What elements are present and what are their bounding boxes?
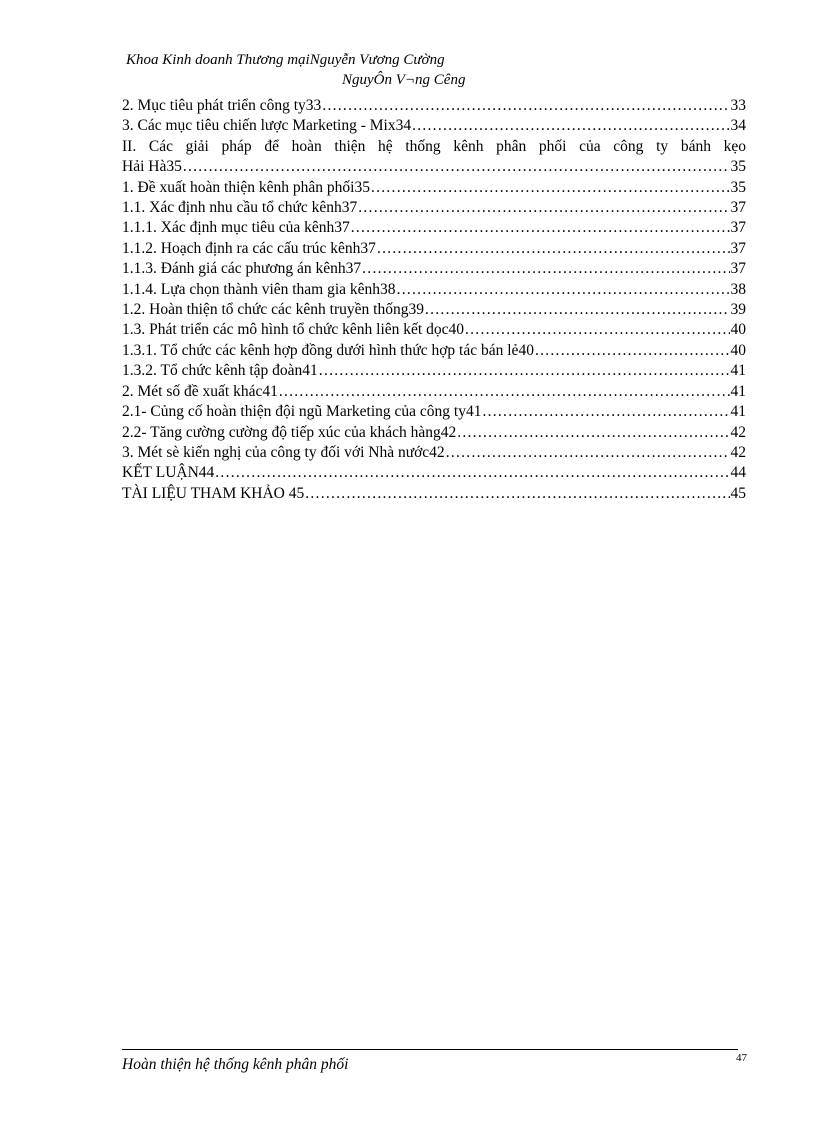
toc-entry[interactable] [122, 443, 746, 463]
toc-entry-title: 1.3.2. Tổ chức kênh tập đoàn41 [122, 362, 318, 380]
toc-dot-leader [279, 382, 730, 402]
page-number: 47 [736, 1052, 747, 1064]
toc-entry-title: 2. Mục tiêu phát triển công ty33 [122, 97, 322, 114]
toc-entry-page: 38 [730, 280, 746, 298]
toc-entry-title-line1: II. Các giải pháp để hoàn thiện hệ thống kênh phân phối của công ty bánh kẹo [122, 137, 746, 155]
toc-entry[interactable] [122, 300, 746, 320]
toc-entry-page: 42 [730, 423, 746, 441]
header-line-2: NguyÔn V¬ng Cêng [342, 72, 466, 88]
toc-dot-leader [425, 300, 730, 320]
toc-dot-leader [465, 320, 730, 340]
toc-entry-page: 41 [730, 403, 746, 421]
toc-entry-title: 3. Các mục tiêu chiến lược Marketing - Mix34 [122, 117, 412, 135]
toc-entry-title: 1.2. Hoàn thiện tổ chức các kênh truyền thống39 [122, 301, 424, 319]
toc-dot-leader [535, 341, 730, 361]
toc-entry-title: 1.3.1. Tổ chức các kênh hợp đồng dưới hình thức hợp tác bán lẻ40 [122, 341, 534, 359]
toc-entry[interactable] [122, 463, 746, 483]
toc-entry-title: 2. Mét số đề xuất khác41 [122, 382, 278, 400]
table-of-contents [122, 96, 746, 504]
toc-entry[interactable] [122, 178, 746, 198]
toc-entry[interactable] [122, 382, 746, 402]
toc-entry-page: 40 [730, 321, 746, 339]
toc-dot-leader [319, 361, 730, 381]
toc-dot-leader [482, 402, 729, 422]
toc-dot-leader [446, 443, 730, 463]
toc-entry-page: 39 [730, 301, 746, 319]
toc-entry[interactable] [122, 423, 746, 443]
toc-entry-page: 41 [730, 362, 746, 380]
page-header [126, 50, 546, 90]
toc-entry-title: Hải Hà35 [122, 158, 182, 176]
toc-entry-page: 33 [730, 97, 746, 114]
toc-entry-title: 1.3. Phát triển các mô hình tổ chức kênh liên kết dọc40 [122, 321, 464, 339]
toc-entry-title: 1.1.2. Hoạch định ra các cấu trúc kênh37 [122, 239, 376, 257]
toc-entry[interactable] [122, 116, 746, 136]
toc-entry-page: 37 [730, 260, 746, 278]
toc-entry-page: 37 [730, 239, 746, 257]
toc-entry-page: 41 [730, 382, 746, 400]
toc-dot-leader [457, 423, 729, 443]
toc-dot-leader [362, 259, 729, 279]
toc-entry[interactable] [122, 137, 746, 178]
toc-entry-page: 35 [730, 178, 746, 196]
toc-entry[interactable] [122, 341, 746, 361]
toc-entry[interactable] [122, 218, 746, 238]
toc-entry[interactable] [122, 259, 746, 279]
header-line-1: Khoa Kinh doanh Thương mạiNguyễn Vương Cường [126, 52, 445, 68]
toc-entry-title: 1.1.4. Lựa chọn thành viên tham gia kênh38 [122, 280, 396, 298]
toc-dot-leader [215, 463, 729, 483]
toc-entry-page: 42 [730, 443, 746, 461]
footer-divider [122, 1049, 738, 1050]
toc-entry[interactable] [122, 280, 746, 300]
toc-entry-title: 1.1. Xác định nhu cầu tổ chức kênh37 [122, 199, 358, 217]
toc-entry-title: 3. Mét sè kiến nghị của công ty đối với Nhà nước42 [122, 443, 445, 461]
toc-entry-page: 37 [730, 199, 746, 217]
toc-dot-leader [322, 96, 729, 116]
toc-entry-title: 1. Đề xuất hoàn thiện kênh phân phối35 [122, 178, 370, 196]
toc-entry-page: 44 [730, 464, 746, 482]
toc-entry-title: 1.1.3. Đánh giá các phương án kênh37 [122, 260, 362, 278]
toc-entry-title: 2.2- Tăng cường cường độ tiếp xúc của khách hàng42 [122, 423, 457, 441]
toc-entry-page: 35 [730, 158, 746, 176]
toc-entry[interactable] [122, 96, 746, 116]
toc-entry-title: 1.1.1. Xác định mục tiêu của kênh37 [122, 219, 350, 237]
toc-entry-title: KẾT LUẬN44 [122, 464, 215, 482]
toc-entry[interactable] [122, 239, 746, 259]
toc-entry-page: 45 [730, 484, 746, 502]
footer-title: Hoàn thiện hệ thống kênh phân phối [122, 1056, 349, 1073]
toc-entry-page: 34 [730, 117, 746, 135]
toc-entry-page: 37 [730, 219, 746, 237]
toc-dot-leader [183, 157, 730, 177]
toc-dot-leader [305, 484, 729, 504]
toc-dot-leader [358, 198, 729, 218]
toc-dot-leader [397, 280, 730, 300]
toc-entry[interactable] [122, 320, 746, 340]
toc-dot-leader [412, 116, 729, 136]
toc-entry-page: 40 [730, 341, 746, 359]
toc-dot-leader [371, 178, 730, 198]
toc-entry-title: 2.1- Củng cố hoàn thiện đội ngũ Marketing của công ty41 [122, 403, 482, 421]
toc-dot-leader [377, 239, 730, 259]
toc-entry[interactable] [122, 198, 746, 218]
toc-entry[interactable] [122, 361, 746, 381]
toc-dot-leader [351, 218, 730, 238]
toc-entry[interactable] [122, 402, 746, 422]
toc-entry[interactable] [122, 484, 746, 504]
toc-entry-title: TÀI LIỆU THAM KHẢO 45 [122, 484, 305, 502]
